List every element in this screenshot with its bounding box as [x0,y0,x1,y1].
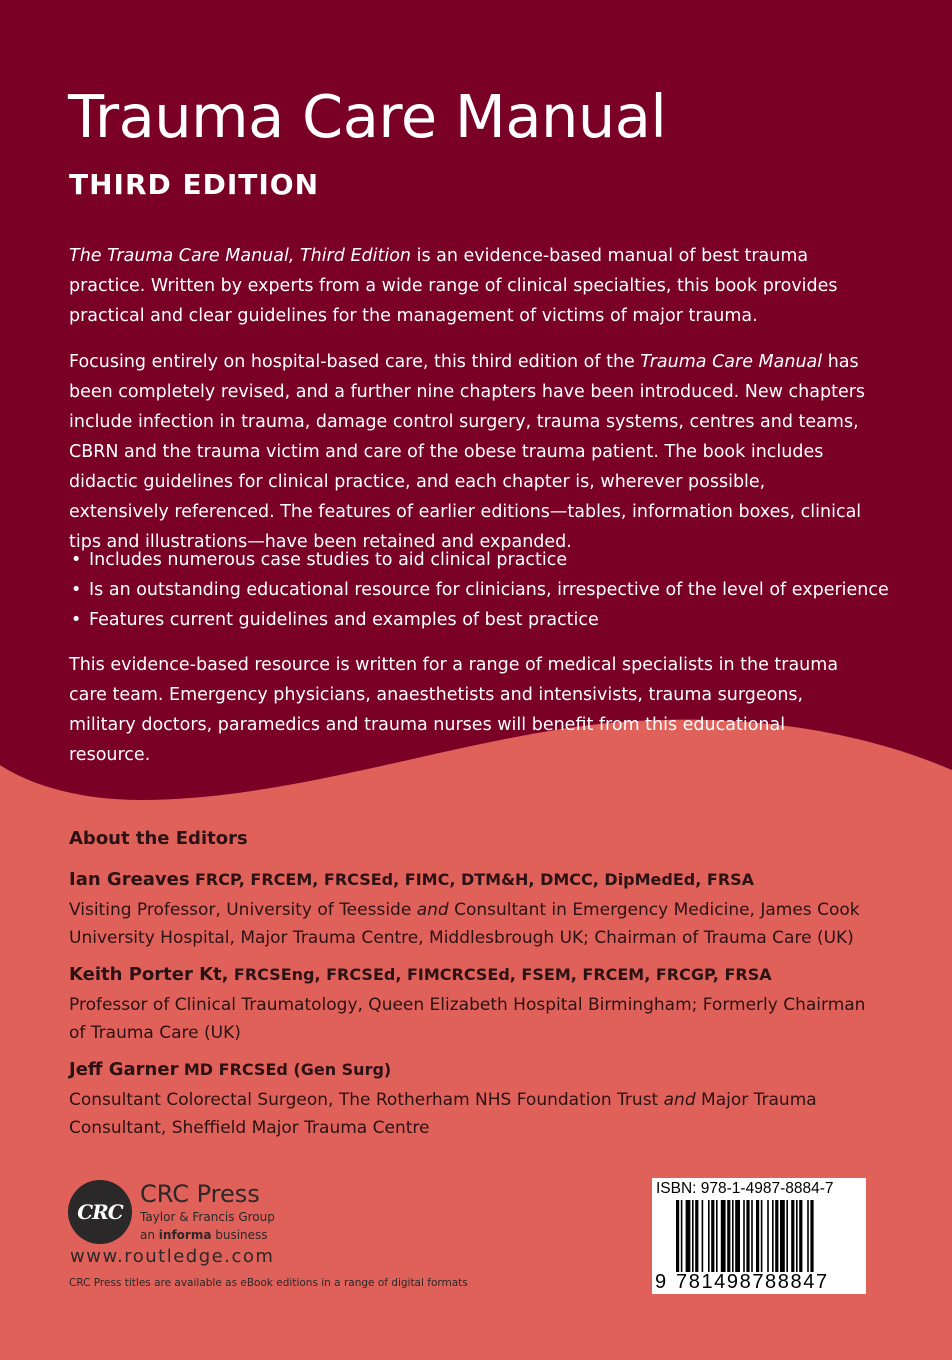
barcode-bar [716,1200,718,1272]
informa-bold: informa [158,1228,212,1242]
editor-name-line [69,963,879,987]
description-paragraph-1 [69,241,869,331]
editor-role [69,991,879,1047]
editor-role [69,1086,879,1142]
crc-logo-icon: CRC [68,1180,132,1244]
editor-role [69,896,879,952]
editor-role-text: Visiting Professor, University of Teesside [69,900,417,920]
publisher-name: CRC Press [140,1180,260,1208]
barcode-bar [727,1200,730,1272]
publisher-informa [140,1228,268,1242]
editor-role-text: Major Trauma Consultant, Sheffield Major Trauma Centre [69,1090,817,1138]
description-paragraph-2 [69,347,869,557]
barcode-bar [756,1200,759,1272]
barcode-bars [676,1200,862,1272]
book-title: Trauma Care Manual [68,82,667,151]
barcode-bar [721,1200,726,1272]
barcode-digits: 781498788847 [676,1271,829,1293]
barcode-bar [746,1200,749,1272]
barcode-bar [761,1200,763,1272]
editor-name-line [69,868,879,892]
barcode-bar [743,1200,745,1272]
publisher-url: www.routledge.com [70,1246,275,1267]
isbn-number: ISBN: 978-1-4987-8884-7 [656,1180,834,1197]
feature-item: • Is an outstanding educational resource for clinicians, irrespective of the level of experience [69,575,889,605]
feature-item: • Features current guidelines and examples of best practice [69,605,889,635]
barcode-bar [786,1200,788,1272]
barcode-bar [775,1200,778,1272]
editor-role-text: Consultant in Emergency Medicine, James Cook University Hospital, Major Trauma Centre, Middlesbrough UK; Chairman of Trauma Care (UK) [69,900,860,948]
informa-text: business [211,1228,268,1242]
editor-credentials: FRCSEng, FRCSEd, FIMCRCSEd, FSEM, FRCEM, FRCGP, FRSA [233,965,772,984]
barcode-bar [708,1200,710,1272]
description-paragraph-2-start: Focusing entirely on hospital-based care, this third edition of the [69,352,641,372]
barcode-first-digit: 9 [655,1271,667,1293]
editor-ian-greaves [69,868,879,952]
description-paragraph-2-text: has been completely revised, and a further nine chapters have been introduced. New chapters include infection in trauma, damage control surgery, trauma systems, centres and teams, CBRN and the trauma victim and care of the obese trauma patient. The book includes didactic guidelines for clinical practice, and each chapter is, wherever possible, extensively referenced. The features of earlier editions—tables, information boxes, clinical tips and illustrations—have been retained and expanded. [69,352,866,552]
barcode-bar [692,1200,694,1272]
barcode-bar [772,1200,774,1272]
barcode-bar [810,1200,813,1272]
editor-name: Keith Porter Kt, [69,964,229,985]
book-title-italic: The Trauma Care Manual, Third Edition [69,246,412,266]
barcode-bar [799,1200,802,1272]
barcode-bar [735,1200,740,1272]
barcode-bar [695,1200,698,1272]
barcode-bar [711,1200,714,1272]
isbn-barcode [652,1178,866,1294]
barcode-bar [796,1200,798,1272]
editor-role-text: Professor of Clinical Traumatology, Queen Elizabeth Hospital Birmingham; Formerly Chairman of Trauma Care (UK) [69,995,866,1043]
ebook-note: CRC Press titles are available as eBook editions in a range of digital formats [69,1277,468,1289]
barcode-bar [791,1200,794,1272]
barcode-bar [702,1200,704,1272]
barcode-bar [751,1200,753,1272]
editor-role-italic: and [416,900,449,920]
barcode-bar [767,1200,769,1272]
edition-label: THIRD EDITION [69,168,320,201]
editors-heading: About the Editors [69,828,248,849]
barcode-bar [686,1200,691,1272]
barcode-bar [807,1200,809,1272]
editor-name-line [69,1058,879,1082]
feature-list [69,545,889,635]
editor-name: Jeff Garner [69,1059,179,1080]
informa-text: an [140,1228,159,1242]
editor-keith-porter [69,963,879,1047]
editor-role-text: Consultant Colorectal Surgeon, The Rotherham NHS Foundation Trust [69,1090,664,1110]
description-paragraph-3: This evidence-based resource is written for a range of medical specialists in the trauma care team. Emergency physicians, anaesthetists and intensivists, trauma surgeons, military doctors, paramedics and trauma nurses will benefit from this educational resource. [69,655,839,765]
barcode-bar [681,1200,683,1272]
book-title-italic: Trauma Care Manual [640,352,823,372]
description-paragraph-1-text: is an evidence-based manual of best trauma practice. Written by experts from a wide range of clinical specialties, this book provides practical and clear guidelines for the management of victims of major trauma. [69,246,838,326]
editor-credentials: FRCP, FRCEM, FRCSEd, FIMC, DTM&H, DMCC, DipMedEd, FRSA [195,870,755,889]
publisher-group: Taylor & Francis Group [140,1210,275,1224]
editor-name: Ian Greaves [69,869,190,890]
editor-role-italic: and [663,1090,696,1110]
editor-jeff-garner [69,1058,879,1142]
editor-credentials: MD FRCSEd (Gen Surg) [183,1060,392,1079]
barcode-bar [780,1200,785,1272]
barcode-bar [732,1200,734,1272]
barcode-bar [676,1200,679,1272]
feature-item: • Includes numerous case studies to aid clinical practice [69,545,889,575]
